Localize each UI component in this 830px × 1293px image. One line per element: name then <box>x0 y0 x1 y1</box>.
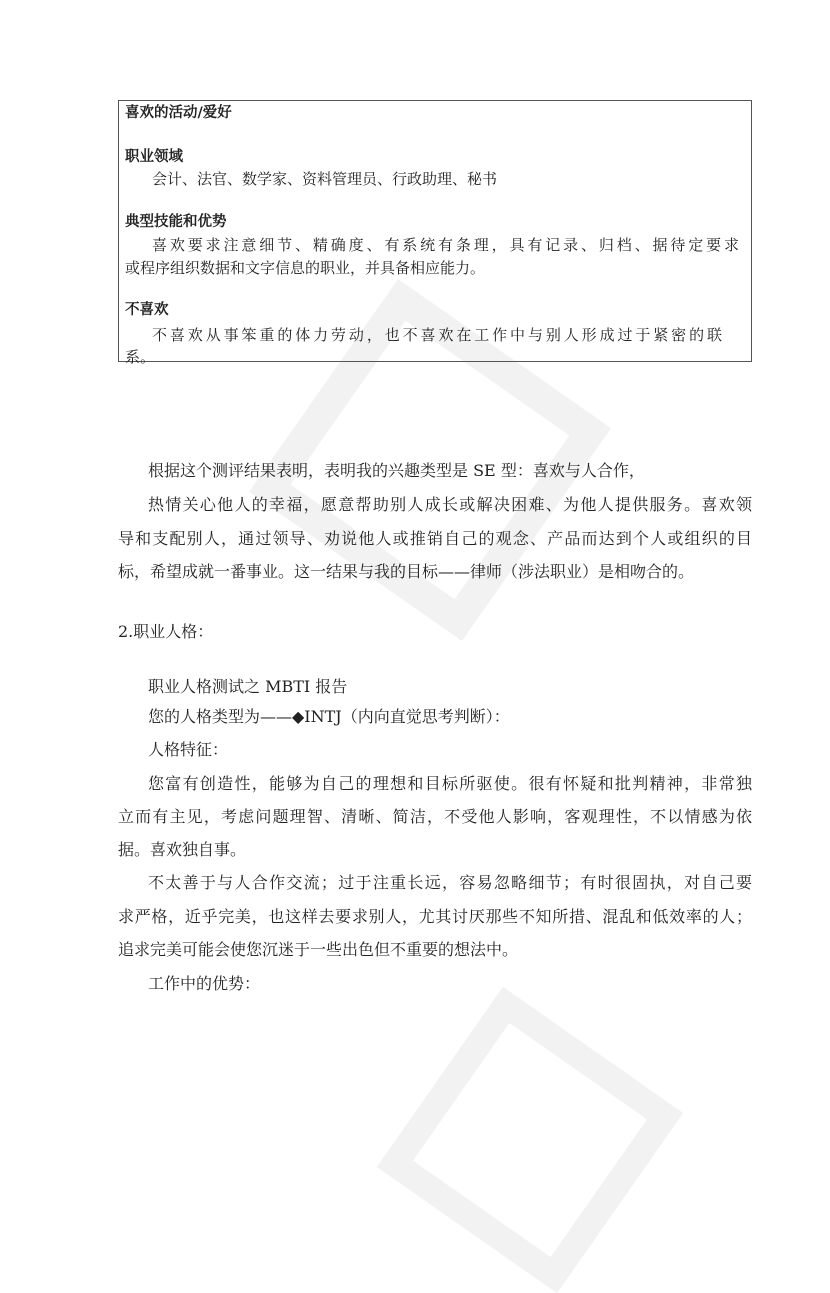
dislikes-line: 不喜欢从事笨重的体力劳动，也不喜欢在工作中与别人形成过于紧密的联 <box>152 326 722 344</box>
report-title: 职业人格测试之 MBTI 报告 <box>148 677 348 696</box>
result-line: 导和支配别人，通过领导、劝说他人或推销自己的观念、产品而达到个人或组织的目 <box>118 529 752 548</box>
strengths-label: 工作中的优势： <box>148 974 261 993</box>
type-line: 您的人格类型为——◆INTJ（内向直觉思考判断）： <box>148 707 510 726</box>
result-line: 热情关心他人的幸福，愿意帮助别人成长或解决困难、为他人提供服务。喜欢领 <box>148 495 752 514</box>
traits-line: 追求完美可能会使您沉迷于一些出色但不重要的想法中。 <box>118 940 519 959</box>
watermark <box>377 987 683 1293</box>
skills-line: 或程序组织数据和文字信息的职业，并具备相应能力。 <box>125 259 486 277</box>
fields-text: 会计、法官、数学家、资料管理员、行政助理、秘书 <box>152 170 498 188</box>
traits-line: 您富有创造性，能够为自己的理想和目标所驱使。很有怀疑和批判精神，非常独 <box>148 774 752 793</box>
traits-line: 不太善于与人合作交流；过于注重长远，容易忽略细节；有时很固执，对自己要 <box>148 873 752 892</box>
traits-line: 据。喜欢独自事。 <box>118 840 247 859</box>
skills-line: 喜欢要求注意细节、精确度、有系统有条理，具有记录、归档、据待定要求 <box>152 236 739 254</box>
result-line: 根据这个测评结果表明，表明我的兴趣类型是 SE 型：喜欢与人合作， <box>148 461 645 480</box>
traits-line: 立而有主见，考虑问题理智、清晰、简洁，不受他人影响，客观理性，不以情感为依 <box>118 807 752 826</box>
traits-label: 人格特征： <box>148 740 229 759</box>
dislikes-line: 系。 <box>125 348 156 366</box>
result-line: 标，希望成就一番事业。这一结果与我的目标——律师（涉法职业）是相吻合的。 <box>118 562 695 581</box>
heading-skills: 典型技能和优势 <box>125 214 227 230</box>
heading-dislikes: 不喜欢 <box>125 302 169 318</box>
heading-fields: 职业领域 <box>125 149 183 165</box>
heading-hobbies: 喜欢的活动/爱好 <box>125 105 232 121</box>
traits-line: 求严格，近乎完美，也这样去要求别人，尤其讨厌那些不知所措、混乱和低效率的人； <box>118 907 752 926</box>
section-title: 2.职业人格： <box>118 622 214 641</box>
